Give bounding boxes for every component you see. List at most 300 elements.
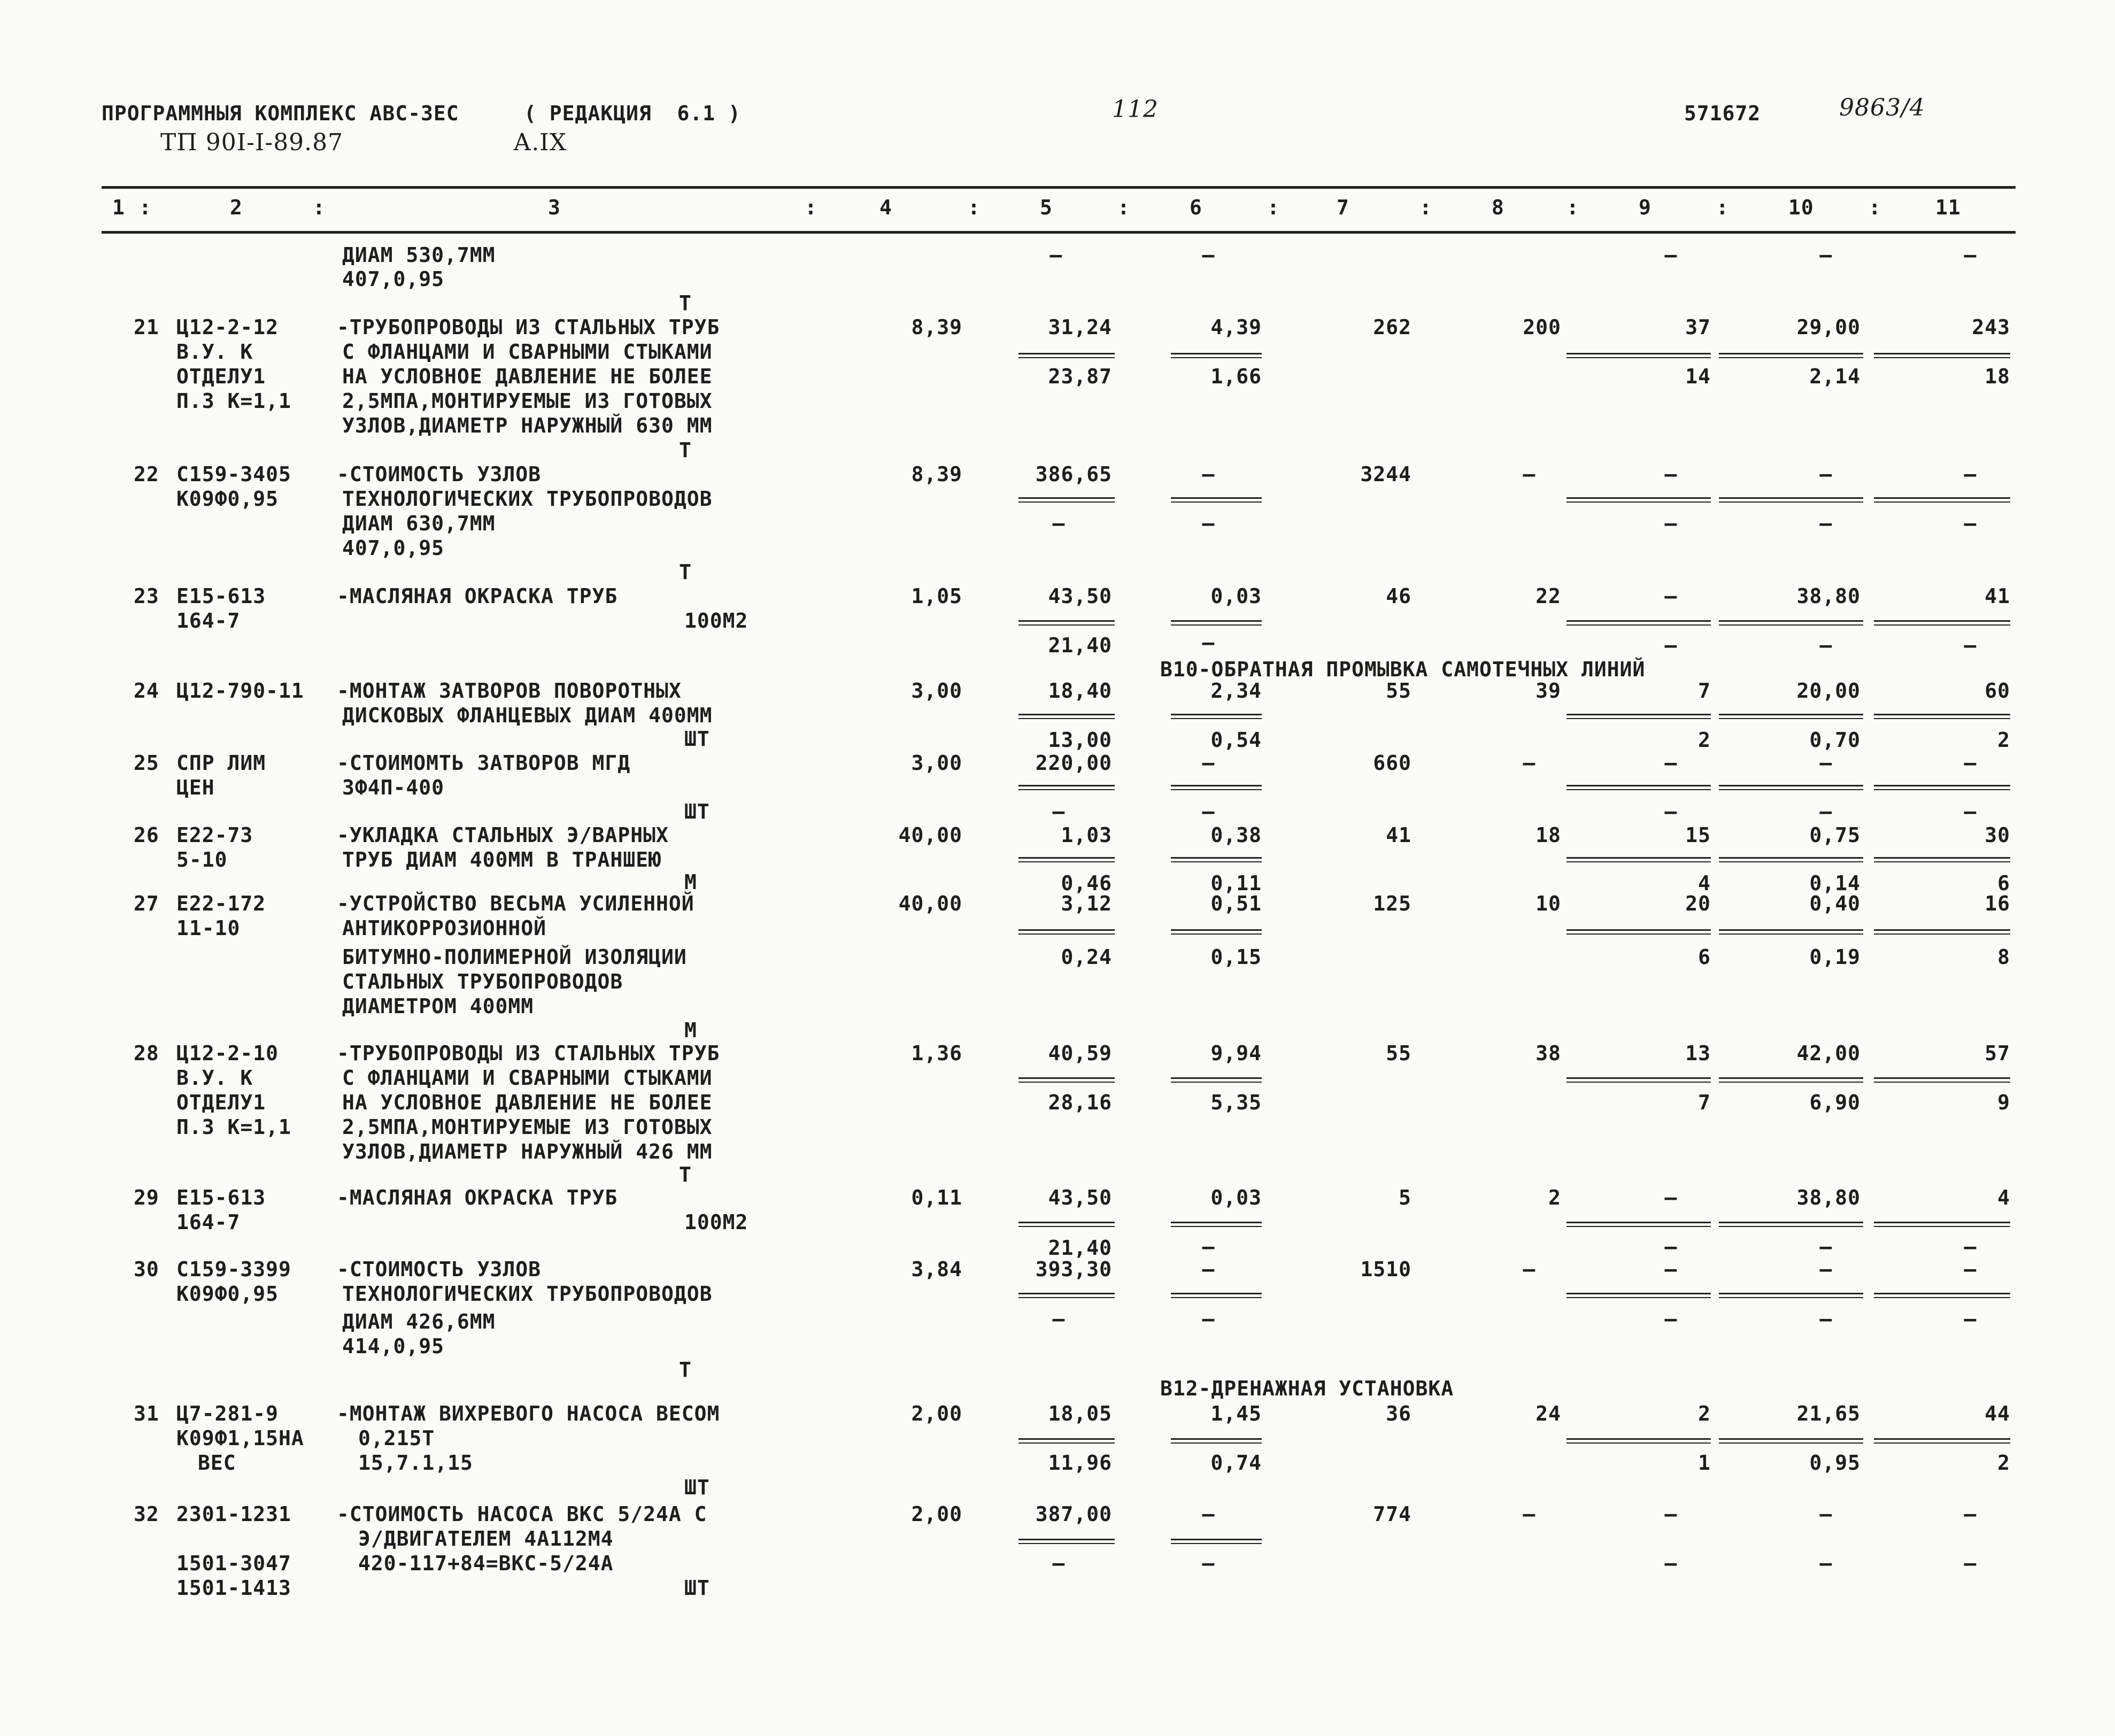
dash: — [1052, 1307, 1065, 1331]
row24-num: 24 [134, 679, 159, 703]
row26-c10a: 0,75 [1809, 823, 1861, 847]
row22-c4: 8,39 [911, 462, 962, 486]
row27-c5a: 3,12 [1061, 892, 1112, 915]
section-header: В10-ОБРАТНАЯ ПРОМЫВКА САМОТЕЧНЫХ ЛИНИЙ [1160, 658, 1646, 681]
dash: — [1052, 800, 1065, 823]
row28-c11b: 9 [1997, 1091, 2010, 1114]
dash: — [1964, 512, 1977, 535]
row21-c6b: 1,66 [1210, 365, 1262, 388]
row32-code-1: 2301-1231 [176, 1502, 291, 1526]
row32-num: 32 [134, 1502, 159, 1526]
row26-c4: 40,00 [898, 823, 962, 847]
row21-code-2: В.У. К [176, 340, 253, 364]
row28-c9b: 7 [1698, 1091, 1711, 1114]
row29-c4: 0,11 [911, 1186, 962, 1209]
row22-name-4: 407,0,95 [342, 536, 445, 560]
row29-unit2: 100М2 [684, 1210, 748, 1234]
divider [1874, 785, 2010, 790]
dash: — [1664, 512, 1677, 535]
dash: — [1819, 1235, 1832, 1259]
row31-code-1: Ц7-281-9 [176, 1402, 279, 1425]
row28-name-5: УЗЛОВ,ДИАМЕТР НАРУЖНЫЙ 426 ММ [342, 1140, 713, 1163]
row24-c4: 3,00 [911, 679, 962, 703]
row27-name-5: ДИАМЕТРОМ 400ММ [342, 994, 534, 1018]
dash: — [1819, 512, 1832, 535]
row29-c5a: 43,50 [1048, 1186, 1112, 1209]
row28-unit: Т [679, 1163, 692, 1186]
dash: — [1523, 1257, 1535, 1281]
divider [1719, 353, 1863, 358]
row25-code-2: ЦЕН [176, 776, 215, 799]
col-10: 10 [1788, 196, 1814, 219]
divider [1719, 1077, 1863, 1083]
divider [1171, 929, 1262, 935]
row24-unit: ШТ [684, 727, 710, 751]
row30-code-1: С159-3399 [176, 1257, 291, 1281]
row27-code-1: Е22-172 [176, 892, 266, 915]
divider [1171, 620, 1262, 626]
divider [1874, 353, 2010, 358]
dash: — [1964, 634, 1977, 657]
dash: — [1202, 751, 1215, 775]
divider [1566, 353, 1711, 358]
dash: — [1052, 1552, 1065, 1575]
row22-c7: 3244 [1360, 462, 1411, 486]
row31-c4: 2,00 [911, 1402, 962, 1425]
col-sep: : [1869, 196, 1881, 219]
row32-code-3: 1501-3047 [176, 1552, 291, 1575]
dash: — [1202, 631, 1215, 654]
row28-c6b: 5,35 [1210, 1091, 1262, 1114]
row25-num: 25 [134, 751, 159, 775]
row26-c6b: 0,11 [1210, 871, 1262, 895]
divider [1018, 620, 1115, 626]
row31-c5b: 11,96 [1048, 1451, 1112, 1475]
row24-c9a: 7 [1698, 679, 1711, 703]
row21-c10a: 29,00 [1796, 315, 1861, 339]
row31-c8: 24 [1535, 1402, 1561, 1425]
divider [1171, 497, 1262, 503]
dash: — [1202, 1552, 1215, 1575]
row31-code-3: ВЕС [198, 1451, 236, 1475]
dash: — [1202, 1502, 1215, 1526]
divider [1719, 1293, 1863, 1298]
row22-name-3: ДИАМ 630,7ММ [342, 512, 496, 535]
dash: — [1664, 462, 1677, 486]
divider [1171, 1539, 1262, 1544]
row21-c5b: 23,87 [1048, 365, 1112, 388]
row26-c11b: 6 [1997, 871, 2010, 895]
divider [1018, 929, 1115, 935]
program-title: ПРОГРАММНЫЯ КОМПЛЕКС АВС-ЗЕС [102, 102, 459, 125]
row22-c5a: 386,65 [1035, 462, 1112, 486]
row23-c7: 46 [1386, 584, 1411, 608]
row23-c6a: 0,03 [1210, 584, 1262, 608]
row27-code-2: 11-10 [176, 916, 241, 940]
row22-name-2: ТЕХНОЛОГИЧЕСКИХ ТРУБОПРОВОДОВ [342, 487, 713, 511]
divider [1874, 620, 2010, 626]
dash: — [1202, 512, 1215, 535]
row26-name-1: -УКЛАДКА СТАЛЬНЫХ Э/ВАРНЫХ [337, 823, 669, 847]
row30-c4: 3,84 [911, 1257, 962, 1281]
row24-code-1: Ц12-790-11 [176, 679, 304, 703]
row28-code-1: Ц12-2-10 [176, 1041, 279, 1065]
divider [1719, 620, 1863, 626]
dash: — [1964, 800, 1977, 823]
row26-c5b: 0,46 [1061, 871, 1112, 895]
dash: — [1202, 462, 1215, 486]
row24-c5b: 13,00 [1048, 728, 1112, 752]
row21-name-2: С ФЛАНЦАМИ И СВАРНЫМИ СТЫКАМИ [342, 340, 713, 364]
row27-name-4: СТАЛЬНЫХ ТРУБОПРОВОДОВ [342, 970, 623, 993]
divider [1566, 929, 1711, 935]
section-header: В12-ДРЕНАЖНАЯ УСТАНОВКА [1160, 1377, 1454, 1400]
row25-unit: ШТ [684, 800, 710, 823]
row25-name-1: -СТОИМОМТЬ ЗАТВОРОВ МГД [337, 751, 631, 775]
row31-name-2: 0,215Т [358, 1426, 435, 1450]
divider [1719, 929, 1863, 935]
dash: — [1964, 1235, 1977, 1259]
row29-code-1: Е15-613 [176, 1186, 266, 1209]
col-sep: : [968, 196, 981, 219]
row31-c9b: 1 [1698, 1451, 1711, 1475]
divider [1566, 497, 1711, 503]
dash: — [1202, 800, 1215, 823]
row29-c8: 2 [1548, 1186, 1561, 1209]
col-9: 9 [1639, 196, 1651, 219]
row21-num: 21 [134, 315, 159, 339]
row21-c9a: 37 [1685, 315, 1711, 339]
row23-name-1: -МАСЛЯНАЯ ОКРАСКА ТРУБ [337, 584, 618, 608]
row23-unit2: 100М2 [684, 609, 748, 632]
dash: — [1523, 462, 1535, 486]
row21-code-1: Ц12-2-12 [176, 315, 279, 339]
row21-c8: 200 [1523, 315, 1561, 339]
row27-unit: М [684, 1019, 697, 1042]
row31-c5a: 18,05 [1048, 1402, 1112, 1425]
row32-name-2: Э/ДВИГАТЕЛЕМ 4А112М4 [358, 1527, 614, 1550]
row23-c8: 22 [1535, 584, 1561, 608]
row26-c11a: 30 [1985, 823, 2010, 847]
header-rule-bottom [102, 231, 2016, 234]
row28-c10b: 6,90 [1809, 1091, 1861, 1114]
col-sep: : [1267, 196, 1280, 219]
col-3: 3 [548, 196, 561, 219]
divider [1171, 1438, 1262, 1444]
row29-c11a: 4 [1997, 1186, 2010, 1209]
divider [1566, 857, 1711, 862]
row31-c11b: 2 [1997, 1451, 2010, 1475]
dash: — [1819, 800, 1832, 823]
dash: — [1523, 1502, 1535, 1526]
row29-name-1: -МАСЛЯНАЯ ОКРАСКА ТРУБ [337, 1186, 618, 1209]
row28-c5b: 28,16 [1048, 1091, 1112, 1114]
row31-name-1: -МОНТАЖ ВИХРЕВОГО НАСОСА ВЕСОМ [337, 1402, 720, 1425]
row24-c8: 39 [1535, 679, 1561, 703]
row27-c10b: 0,19 [1809, 945, 1861, 969]
col-sep: : [313, 196, 326, 219]
row30-num: 30 [134, 1257, 159, 1281]
divider [1171, 785, 1262, 790]
dash: — [1664, 1257, 1677, 1281]
dash: — [1819, 1502, 1832, 1526]
divider [1874, 1438, 2010, 1444]
row23-code-1: Е15-613 [176, 584, 266, 608]
row24-c11b: 2 [1997, 728, 2010, 752]
dash: — [1664, 1186, 1677, 1209]
row24-name-1: -МОНТАЖ ЗАТВОРОВ ПОВОРОТНЫХ [337, 679, 682, 703]
row30-code-2: К09Ф0,95 [176, 1282, 279, 1306]
dash: — [1202, 243, 1215, 267]
divider [1018, 1539, 1115, 1544]
row21-name-4: 2,5МПА,МОНТИРУЕМЫЕ ИЗ ГОТОВЫХ [342, 389, 713, 413]
row27-c9a: 20 [1685, 892, 1711, 915]
divider [1874, 929, 2010, 935]
row26-name-2: ТРУБ ДИАМ 400ММ В ТРАНШЕЮ [342, 848, 661, 871]
row24-c7: 55 [1386, 679, 1411, 703]
row28-c4: 1,36 [911, 1041, 962, 1065]
dash: — [1819, 634, 1832, 657]
row28-name-4: 2,5МПА,МОНТИРУЕМЫЕ ИЗ ГОТОВЫХ [342, 1115, 713, 1139]
row29-c7: 5 [1399, 1186, 1411, 1209]
divider [1566, 714, 1711, 719]
row28-c7: 55 [1386, 1041, 1411, 1065]
row30-name-3: ДИАМ 426,6ММ [342, 1310, 496, 1333]
row26-unit: М [684, 870, 697, 894]
dash: — [1964, 1307, 1977, 1331]
dash: — [1819, 462, 1832, 486]
row25-c7: 660 [1373, 751, 1411, 775]
row28-c11a: 57 [1985, 1041, 2010, 1065]
row26-c9b: 4 [1698, 871, 1711, 895]
dash: — [1664, 1552, 1677, 1575]
divider [1566, 785, 1711, 790]
row30-c7: 1510 [1360, 1257, 1411, 1281]
row23-code-2: 164-7 [176, 609, 241, 632]
dash: — [1964, 751, 1977, 775]
row31-unit: ШТ [684, 1476, 710, 1499]
row26-num: 26 [134, 823, 159, 847]
row26-c8: 18 [1535, 823, 1561, 847]
divider [1018, 353, 1115, 358]
row23-c11a: 41 [1985, 584, 2010, 608]
col-8: 8 [1492, 196, 1504, 219]
row21-c9b: 14 [1685, 365, 1711, 388]
row28-num: 28 [134, 1041, 159, 1065]
row21-c6a: 4,39 [1210, 315, 1262, 339]
divider [1018, 1293, 1115, 1298]
row27-c4: 40,00 [898, 892, 962, 915]
edition-label: ( РЕДАКЦИЯ 6.1 ) [524, 102, 741, 125]
dash: — [1664, 584, 1677, 608]
row31-name-3: 15,7.1,15 [358, 1451, 473, 1475]
doc-code: 571672 [1684, 102, 1761, 125]
row28-code-3: ОТДЕЛУ1 [176, 1091, 266, 1114]
dash: — [1052, 512, 1065, 535]
row31-c10b: 0,95 [1809, 1451, 1861, 1475]
divider [1874, 1293, 2010, 1298]
col-sep: : [1419, 196, 1432, 219]
dash: — [1664, 243, 1677, 267]
divider [1018, 1438, 1115, 1444]
divider [1719, 497, 1863, 503]
row26-c9a: 15 [1685, 823, 1711, 847]
row21-code-4: П.3 К=1,1 [176, 389, 291, 413]
divider [1018, 1222, 1115, 1227]
dash: — [1819, 751, 1832, 775]
row32-unit: ШТ [684, 1576, 710, 1600]
row28-code-2: В.У. К [176, 1066, 253, 1090]
row30-c5a: 393,30 [1035, 1257, 1112, 1281]
divider [1566, 620, 1711, 626]
row32-c4: 2,00 [911, 1502, 962, 1526]
col-5: 5 [1040, 196, 1053, 219]
row32-name-3: 420-117+84=ВКС-5/24А [358, 1552, 614, 1575]
row32-code-4: 1501-1413 [176, 1576, 291, 1600]
divider [1874, 1077, 2010, 1083]
row28-c10a: 42,00 [1796, 1041, 1861, 1065]
divider [1719, 857, 1863, 862]
col-sep: : [139, 196, 152, 219]
row25-c4: 3,00 [911, 751, 962, 775]
dash: — [1819, 1307, 1832, 1331]
col-11: 11 [1935, 196, 1961, 219]
row27-c6a: 0,51 [1210, 892, 1262, 915]
page-number: 112 [1112, 96, 1159, 123]
row21-code-3: ОТДЕЛУ1 [176, 365, 266, 388]
row32-c5a: 387,00 [1035, 1502, 1112, 1526]
col-1: 1 [112, 196, 125, 219]
col-sep: : [1566, 196, 1579, 219]
divider [1719, 1222, 1863, 1227]
divider [1171, 857, 1262, 862]
dash: — [1664, 634, 1677, 657]
row21-c11b: 18 [1985, 365, 2010, 388]
dash: — [1964, 1502, 1977, 1526]
row28-c6a: 9,94 [1210, 1041, 1262, 1065]
divider [1874, 857, 2010, 862]
divider [1874, 714, 2010, 719]
dash: — [1049, 243, 1062, 267]
row23-c4: 1,05 [911, 584, 962, 608]
row24-c9b: 2 [1698, 728, 1711, 752]
divider [1874, 1222, 2010, 1227]
row21-c11a: 243 [1972, 315, 2010, 339]
row27-name-3: БИТУМНО-ПОЛИМЕРНОЙ ИЗОЛЯЦИИ [342, 945, 687, 969]
row27-c5b: 0,24 [1061, 945, 1112, 969]
dash: — [1202, 1235, 1215, 1259]
row21-name-5: УЗЛОВ,ДИАМЕТР НАРУЖНЫЙ 630 ММ [342, 414, 713, 437]
row22-code-2: К09Ф0,95 [176, 487, 279, 511]
col-2: 2 [230, 196, 243, 219]
row28-name-1: -ТРУБОПРОВОДЫ ИЗ СТАЛЬНЫХ ТРУБ [337, 1041, 720, 1065]
row28-code-4: П.3 К=1,1 [176, 1115, 291, 1139]
divider [1719, 785, 1863, 790]
row29-c5b: 21,40 [1048, 1236, 1112, 1260]
dash: — [1664, 1235, 1677, 1259]
row27-c11b: 8 [1997, 945, 2010, 969]
row31-c10a: 21,65 [1796, 1402, 1861, 1425]
row32-name-1: -СТОИМОСТЬ НАСОСА ВКС 5/24А С [337, 1502, 707, 1526]
album-label: А.IX [513, 129, 567, 156]
row25-code-1: СПР ЛИМ [176, 751, 266, 775]
row23-unit: Т [679, 560, 692, 584]
row27-c11a: 16 [1985, 892, 2010, 915]
dash: — [1964, 1552, 1977, 1575]
row24-name-2: ДИСКОВЫХ ФЛАНЦЕВЫХ ДИАМ 400ММ [342, 704, 713, 727]
dash: — [1664, 751, 1677, 775]
col-6: 6 [1190, 196, 1202, 219]
row31-c9a: 2 [1698, 1402, 1711, 1425]
row0-name-2: 407,0,95 [342, 267, 445, 291]
row24-c5a: 18,40 [1048, 679, 1112, 703]
row21-c10b: 2,14 [1809, 365, 1861, 388]
row29-num: 29 [134, 1186, 159, 1209]
divider [1018, 497, 1115, 503]
project-code: ТП 90I-I-89.87 [160, 129, 344, 156]
row21-c7: 262 [1373, 315, 1411, 339]
row29-code-2: 164-7 [176, 1210, 241, 1234]
row28-name-3: НА УСЛОВНОЕ ДАВЛЕНИЕ НЕ БОЛЕЕ [342, 1091, 713, 1114]
col-7: 7 [1337, 196, 1349, 219]
dash: — [1964, 1257, 1977, 1281]
row31-code-2: К09Ф1,15НА [176, 1426, 304, 1450]
divider [1566, 1438, 1711, 1444]
col-4: 4 [879, 196, 892, 219]
row28-c5a: 40,59 [1048, 1041, 1112, 1065]
row30-name-2: ТЕХНОЛОГИЧЕСКИХ ТРУБОПРОВОДОВ [342, 1282, 713, 1306]
divider [1874, 497, 2010, 503]
row24-c10b: 0,70 [1809, 728, 1861, 752]
row22-unit: Т [679, 438, 692, 462]
divider [1566, 1077, 1711, 1083]
row28-name-2: С ФЛАНЦАМИ И СВАРНЫМИ СТЫКАМИ [342, 1066, 713, 1090]
row29-c10a: 38,80 [1796, 1186, 1861, 1209]
row25-name-2: 3Ф4П-400 [342, 776, 445, 799]
row24-c10a: 20,00 [1796, 679, 1861, 703]
dash: — [1202, 1257, 1215, 1281]
row28-c9a: 13 [1685, 1041, 1711, 1065]
row23-num: 23 [134, 584, 159, 608]
row24-c6b: 0,54 [1210, 728, 1262, 752]
row27-c9b: 6 [1698, 945, 1711, 969]
row27-name-2: АНТИКОРРОЗИОННОЙ [342, 916, 547, 940]
dash: — [1202, 1307, 1215, 1331]
row21-unit: Т [679, 291, 692, 315]
dash: — [1964, 243, 1977, 267]
row0-name-1: ДИАМ 530,7ММ [342, 243, 496, 267]
divider [1171, 1293, 1262, 1298]
row24-c6a: 2,34 [1210, 679, 1262, 703]
divider [1171, 714, 1262, 719]
row26-c10b: 0,14 [1809, 871, 1861, 895]
dash: — [1664, 1307, 1677, 1331]
row27-c7: 125 [1373, 892, 1411, 915]
row32-c7: 774 [1373, 1502, 1411, 1526]
row23-c10a: 38,80 [1796, 584, 1861, 608]
row27-c10a: 0,40 [1809, 892, 1861, 915]
row31-c11a: 44 [1985, 1402, 2010, 1425]
dash: — [1664, 1502, 1677, 1526]
divider [1719, 1438, 1863, 1444]
divider [1719, 714, 1863, 719]
row28-c8: 38 [1535, 1041, 1561, 1065]
divider [1171, 1222, 1262, 1227]
col-sep: : [805, 196, 817, 219]
row29-c6a: 0,03 [1210, 1186, 1262, 1209]
row22-name-1: -СТОИМОСТЬ УЗЛОВ [337, 462, 542, 486]
divider [1566, 1222, 1711, 1227]
